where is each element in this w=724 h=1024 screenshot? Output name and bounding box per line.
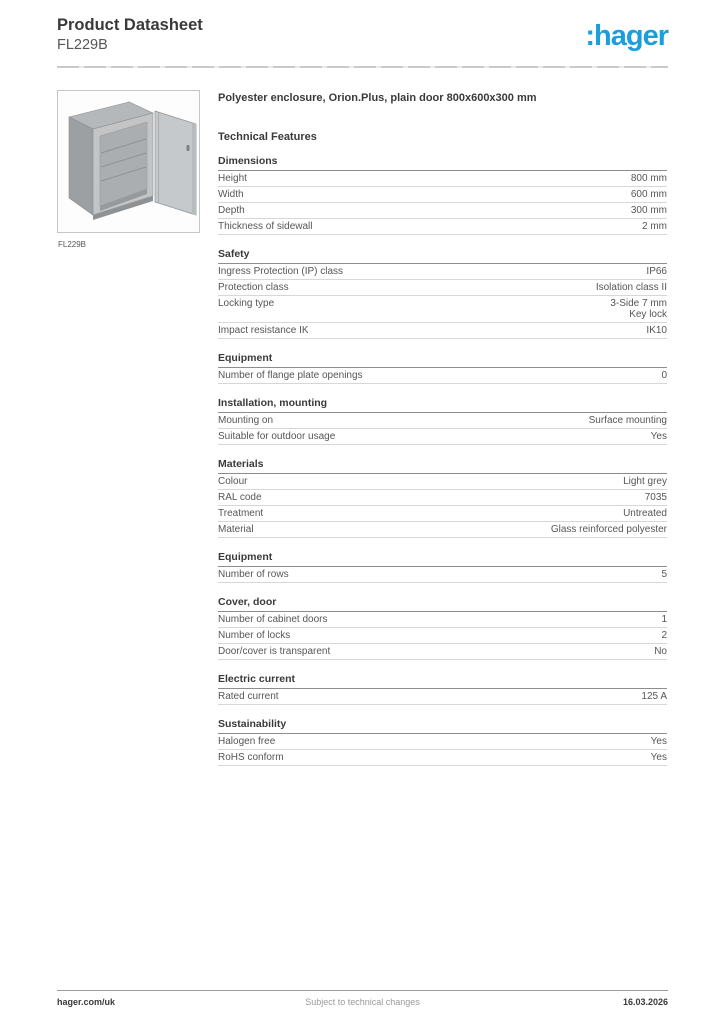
spec-row-label: Impact resistance IK	[218, 325, 309, 337]
spec-row-value: 0	[661, 370, 667, 382]
spec-row-value: Light grey	[623, 476, 667, 488]
spec-row	[218, 506, 667, 522]
spec-row-value: 600 mm	[630, 188, 667, 200]
technical-features-heading: Technical Features	[218, 130, 317, 143]
footer-disclaimer: Subject to technical changes	[305, 997, 420, 1007]
spec-row	[218, 644, 667, 660]
spec-row-value: Yes	[650, 736, 667, 748]
spec-row	[218, 490, 667, 506]
spec-row	[218, 280, 667, 296]
spec-row	[218, 567, 667, 583]
spec-row-label: Treatment	[218, 508, 264, 520]
spec-row-value: 800 mm	[630, 172, 667, 184]
spec-row	[218, 689, 667, 705]
spec-row-label: Width	[218, 188, 244, 200]
spec-row-value: 5	[661, 569, 667, 581]
spec-row	[218, 264, 667, 280]
spec-row-label: Ingress Protection (IP) class	[218, 265, 344, 277]
spec-section	[218, 718, 667, 766]
spec-row-label: Mounting on	[218, 415, 274, 427]
spec-row	[218, 522, 667, 538]
spec-row	[218, 187, 667, 203]
spec-section	[218, 352, 667, 384]
spec-section-title: Dimensions	[218, 155, 667, 171]
spec-row	[218, 323, 667, 339]
spec-row-label: Door/cover is transparent	[218, 646, 331, 658]
spec-row-label: Suitable for outdoor usage	[218, 431, 336, 443]
spec-row-value: Glass reinforced polyester	[550, 524, 667, 536]
spec-sections	[218, 155, 667, 767]
enclosure-illustration	[58, 91, 199, 232]
spec-row-value: 3-Side 7 mm Key lock	[610, 297, 667, 321]
footer-date: 16.03.2026	[622, 997, 668, 1007]
spec-section-title: Cover, door	[218, 596, 667, 612]
spec-row	[218, 368, 667, 384]
spec-row-label: Colour	[218, 476, 248, 488]
spec-section	[218, 248, 667, 340]
spec-row-value: 1	[661, 614, 667, 626]
spec-row-value: 7035	[644, 492, 667, 504]
spec-row-label: Rated current	[218, 691, 279, 703]
spec-section-title: Sustainability	[218, 718, 667, 734]
spec-row	[218, 219, 667, 235]
spec-row-label: RAL code	[218, 492, 262, 504]
spec-row	[218, 734, 667, 750]
spec-row-label: Number of cabinet doors	[218, 614, 328, 626]
spec-row-label: Thickness of sidewall	[218, 220, 313, 232]
spec-section	[218, 673, 667, 705]
spec-row-value: 2	[661, 630, 667, 642]
hager-logo: :hager	[585, 20, 668, 52]
spec-row-label: Locking type	[218, 297, 275, 309]
spec-row	[218, 296, 667, 324]
spec-section	[218, 397, 667, 445]
spec-row-label: RoHS conform	[218, 752, 284, 764]
spec-row-value: No	[654, 646, 667, 658]
spec-row-value: 2 mm	[642, 220, 667, 232]
header-title-block	[57, 16, 203, 54]
spec-row	[218, 612, 667, 628]
product-description: Polyester enclosure, Orion.Plus, plain door 800x600x300 mm	[218, 92, 537, 104]
spec-row-label: Depth	[218, 204, 245, 216]
spec-row-value: Yes	[650, 431, 667, 443]
spec-row-label: Protection class	[218, 281, 289, 293]
page-header	[57, 16, 668, 54]
image-caption: FL229B	[58, 240, 87, 249]
spec-section	[218, 458, 667, 538]
spec-row	[218, 628, 667, 644]
spec-row-value: Surface mounting	[588, 415, 667, 427]
spec-column	[218, 92, 667, 766]
spec-section-title: Safety	[218, 248, 667, 264]
spec-section	[218, 155, 667, 235]
spec-row-value: Untreated	[623, 508, 667, 520]
spec-section-title: Equipment	[218, 352, 667, 368]
spec-row-label: Height	[218, 172, 247, 184]
spec-row	[218, 750, 667, 766]
spec-row-label: Number of locks	[218, 630, 291, 642]
spec-section-title: Electric current	[218, 673, 667, 689]
spec-row	[218, 413, 667, 429]
spec-row-value: IK10	[646, 325, 667, 337]
product-reference: FL229B	[57, 36, 108, 53]
spec-row-value: 125 A	[641, 691, 667, 703]
spec-section	[218, 596, 667, 660]
footer-website-link[interactable]: hager.com/uk	[57, 997, 116, 1007]
footer-divider	[57, 990, 668, 991]
spec-row	[218, 429, 667, 445]
spec-row-value: Yes	[650, 752, 667, 764]
spec-row-value: Isolation class II	[595, 281, 667, 293]
spec-section-title: Installation, mounting	[218, 397, 667, 413]
spec-row	[218, 171, 667, 187]
spec-row-value: 300 mm	[630, 204, 667, 216]
spec-row-label: Number of rows	[218, 569, 289, 581]
spec-section-title: Equipment	[218, 551, 667, 567]
spec-section	[218, 551, 667, 583]
product-image	[57, 90, 200, 233]
spec-row	[218, 203, 667, 219]
spec-row-value: IP66	[646, 265, 667, 277]
spec-section-title: Materials	[218, 458, 667, 474]
header-divider	[57, 66, 668, 68]
page-title: Product Datasheet	[57, 16, 203, 34]
spec-row-label: Number of flange plate openings	[218, 370, 363, 382]
spec-row-label: Halogen free	[218, 736, 276, 748]
page-footer	[57, 997, 668, 1011]
spec-row-label: Material	[218, 524, 254, 536]
spec-row	[218, 474, 667, 490]
